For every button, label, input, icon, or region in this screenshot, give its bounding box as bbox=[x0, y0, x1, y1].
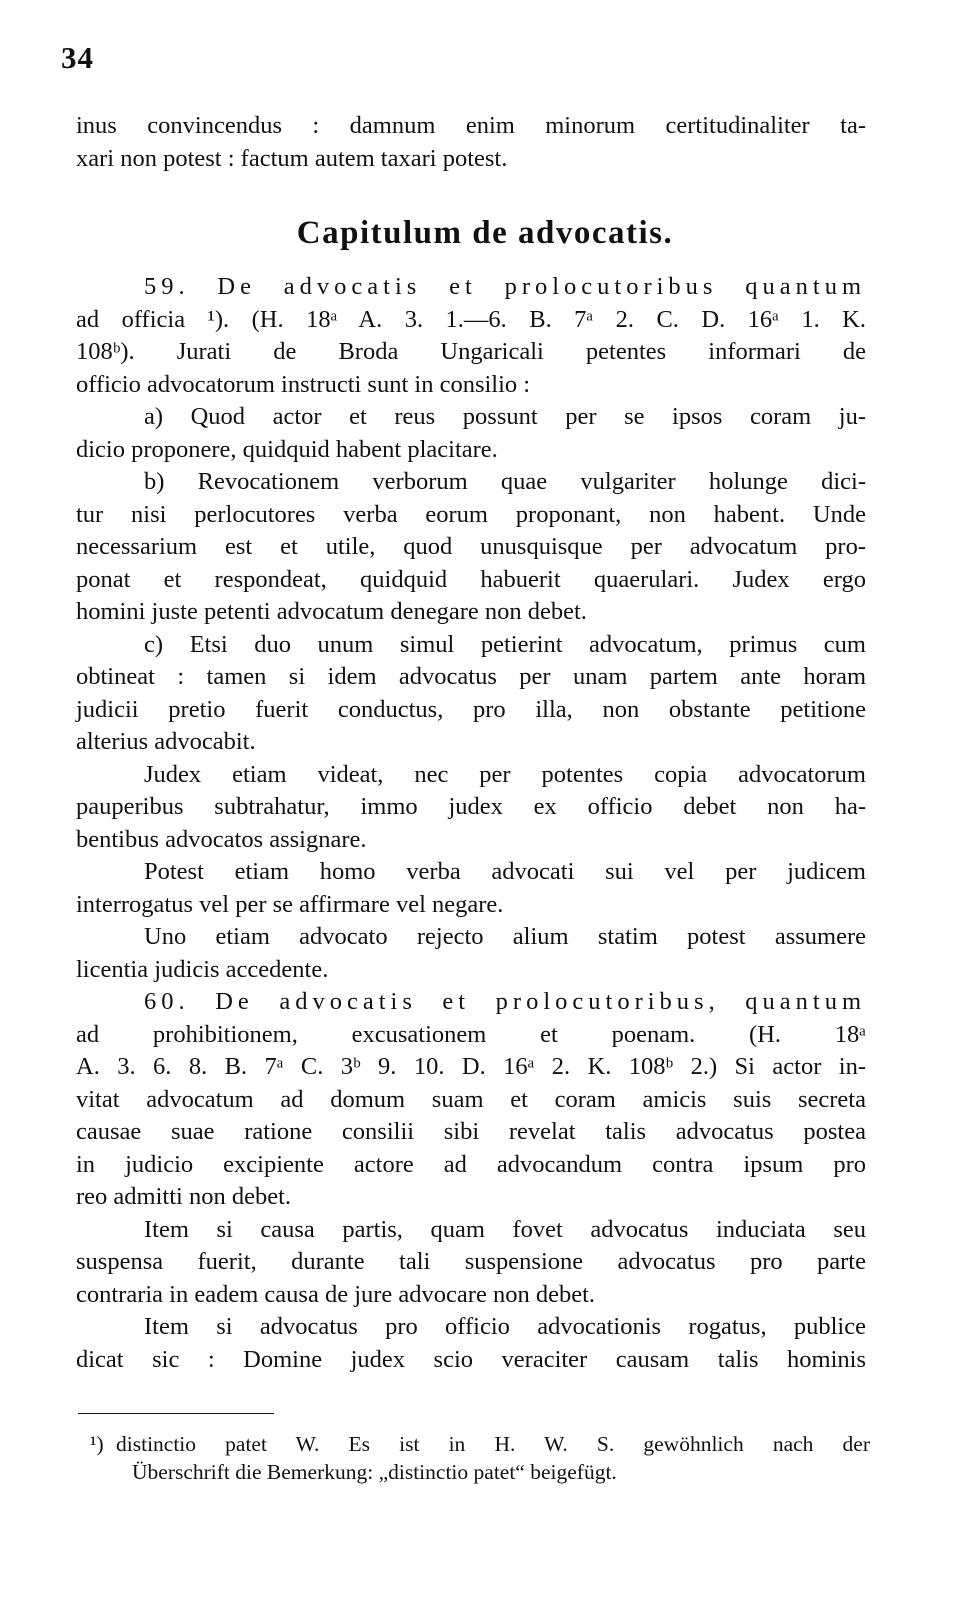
text-line: interrogatus vel per se affirmare vel negare. bbox=[76, 890, 504, 918]
text-line: a) Quod actor et reus possunt per se ipsos coram ju- bbox=[144, 403, 866, 430]
text-line: ponat et respondeat, quidquid habuerit quaerulari. Judex ergo bbox=[76, 565, 866, 593]
text-line: causae suae ratione consilii sibi revelat talis advocatus postea bbox=[76, 1118, 866, 1145]
text-line: inus convincendus : damnum enim minorum certitudinaliter ta- bbox=[76, 112, 866, 139]
text-line: 108ᵇ). Jurati de Broda Ungaricali petentes informari de bbox=[76, 338, 866, 365]
text-line: in judicio excipiente actore ad advocandum contra ipsum pro bbox=[76, 1150, 866, 1178]
footnote-divider bbox=[78, 1413, 274, 1414]
text-line: Potest etiam homo verba advocati sui vel per judicem bbox=[144, 858, 866, 885]
text-line: reo admitti non debet. bbox=[76, 1183, 291, 1210]
section-60-title: 60. De advocatis et prolocutoribus, quantum bbox=[144, 988, 866, 1015]
text-line: dicio proponere, quidquid habent placitare. bbox=[76, 435, 498, 463]
footnote-line bbox=[76, 1430, 870, 1458]
text-line: judicii pretio fuerit conductus, pro illa, non obstante petitione bbox=[76, 695, 866, 723]
text-line: xari non potest : factum autem taxari potest. bbox=[76, 144, 508, 172]
text-line: Item si advocatus pro officio advocationis rogatus, publice bbox=[144, 1313, 866, 1340]
footnote-mark: ¹) bbox=[90, 1432, 104, 1456]
text-line: officio advocatorum instructi sunt in consilio : bbox=[76, 370, 531, 398]
footnote-line: Überschrift die Bemerkung: „distinctio patet“ beigefügt. bbox=[132, 1460, 617, 1484]
text-line: licentia judicis accedente. bbox=[76, 955, 329, 983]
text-line: pauperibus subtrahatur, immo judex ex officio debet non ha- bbox=[76, 793, 866, 820]
footnote-text: distinctio patet W. Es ist in H. W. S. gewöhnlich nach der bbox=[116, 1432, 870, 1456]
text-line: tur nisi perlocutores verba eorum proponant, non habent. Unde bbox=[76, 500, 866, 528]
text-line: bentibus advocatos assignare. bbox=[76, 825, 367, 853]
text-line: homini juste petenti advocatum denegare non debet. bbox=[76, 598, 587, 625]
text-line: necessarium est et utile, quod unusquisque per advocatum pro- bbox=[76, 533, 866, 560]
text-line: alterius advocabit. bbox=[76, 728, 256, 755]
section-heading: Capitulum de advocatis. bbox=[296, 215, 674, 251]
text-line: ad prohibitionem, excusationem et poenam. (H. 18ᵃ bbox=[76, 1020, 866, 1048]
text-line: A. 3. 6. 8. B. 7ᵃ C. 3ᵇ 9. 10. D. 16ᵃ 2. K. 108ᵇ 2.) Si actor in- bbox=[76, 1053, 866, 1080]
text-line: obtineat : tamen si idem advocatus per unam partem ante horam bbox=[76, 663, 866, 690]
text-line: vitat advocatum ad domum suam et coram amicis suis secreta bbox=[76, 1085, 866, 1113]
text-line: b) Revocationem verborum quae vulgariter holunge dici- bbox=[144, 468, 866, 495]
text-line: dicat sic : Domine judex scio veraciter causam talis hominis bbox=[76, 1345, 866, 1373]
text-line: Item si causa partis, quam fovet advocatus induciata seu bbox=[144, 1215, 866, 1243]
text-line: Judex etiam videat, nec per potentes copia advocatorum bbox=[144, 760, 866, 788]
page-number: 34 bbox=[61, 40, 94, 75]
text-line: Uno etiam advocato rejecto alium statim potest assumere bbox=[144, 923, 866, 950]
body-text bbox=[76, 271, 866, 1376]
section-59-title: 59. De advocatis et prolocutoribus quantum bbox=[144, 273, 866, 300]
text-line: ad officia ¹). (H. 18ᵃ A. 3. 1.—6. B. 7ᵃ 2. C. D. 16ᵃ 1. K. bbox=[76, 305, 866, 333]
text-line: contraria in eadem causa de jure advocare non debet. bbox=[76, 1280, 595, 1308]
text-line: suspensa fuerit, durante tali suspensione advocatus pro parte bbox=[76, 1248, 866, 1275]
footnote bbox=[76, 1430, 870, 1486]
text-line: c) Etsi duo unum simul petierint advocatum, primus cum bbox=[144, 630, 866, 658]
opening-paragraph bbox=[76, 110, 866, 175]
